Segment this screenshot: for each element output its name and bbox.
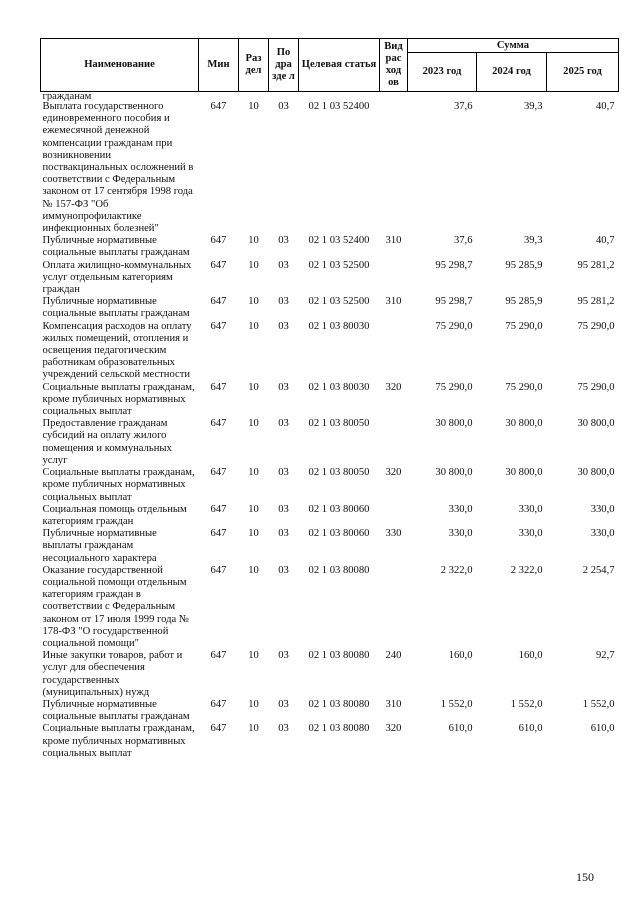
row-podrazdel: 03: [278, 723, 289, 735]
row-vid: [380, 418, 408, 467]
col-header-razdel: Раз дел: [239, 39, 269, 92]
col-header-2024: 2024 год: [477, 53, 547, 92]
row-sum-2024: 75 290,0: [505, 320, 543, 332]
row-name: Компенсация расходов на оплату жилых помещений, отопления и освещения педагогическим работникам образовательных учреждений сельской местности: [42, 320, 192, 381]
table-row: [41, 382, 619, 419]
col-header-vid: Вид рас ход ов: [380, 39, 408, 92]
row-sum-2024: 95 285,9: [505, 259, 543, 271]
row-sum-2024: 330,0: [518, 528, 543, 540]
row-min: 647: [210, 381, 227, 393]
table-row: [41, 260, 619, 297]
row-sum-2024: 610,0: [518, 723, 543, 735]
row-sum-2024: 39,3: [523, 235, 543, 247]
table-row: [41, 650, 619, 699]
table-row: [41, 565, 619, 650]
table-row: [41, 235, 619, 259]
row-sum-2025: 75 290,0: [577, 320, 615, 332]
row-razdel: 10: [248, 503, 259, 515]
row-min: 647: [210, 650, 227, 662]
row-sum-2025: 40,7: [595, 235, 615, 247]
table-row: [41, 528, 619, 565]
row-sum-2023: 37,6: [453, 101, 473, 112]
table-row: [41, 467, 619, 504]
row-name: Социальные выплаты гражданам, кроме публичных нормативных социальных выплат: [42, 723, 195, 759]
row-target: 02 1 03 80060: [308, 503, 370, 515]
row-vid: 330: [385, 528, 402, 540]
row-min: 647: [210, 296, 227, 308]
row-vid: 240: [385, 650, 402, 662]
row-sum-2024: 2 322,0: [510, 564, 543, 576]
row-sum-2025: 95 281,2: [577, 296, 615, 308]
row-podrazdel: 03: [278, 467, 289, 479]
row-min: 647: [210, 259, 227, 271]
row-target: 02 1 03 52400: [308, 235, 370, 247]
row-vid: 310: [385, 296, 402, 308]
row-podrazdel: 03: [278, 564, 289, 576]
row-target: 02 1 03 80030: [308, 320, 370, 332]
row-podrazdel: 03: [278, 650, 289, 662]
row-target: 02 1 03 52500: [308, 259, 370, 271]
col-header-2025: 2025 год: [547, 53, 619, 92]
col-header-sum: Сумма: [408, 39, 619, 53]
row-sum-2024: 95 285,9: [505, 296, 543, 308]
row-razdel: 10: [248, 235, 259, 247]
row-sum-2024: 1 552,0: [510, 698, 543, 710]
row-sum-2024: 30 800,0: [505, 418, 543, 430]
row-min: 647: [210, 320, 227, 332]
row-vid: 320: [385, 381, 402, 393]
page-number: 150: [576, 870, 594, 884]
row-target: 02 1 03 80080: [308, 564, 370, 576]
row-sum-2025: 2 254,7: [582, 564, 615, 576]
row-name: Выплата государственного единовременного пособия и ежемесячной денежной компенсации гражданам при возникновении поствакцинальных осложнений в соответствии с Федеральным законом от 17 сентября 1998 года № 157-ФЗ "Об иммунопрофилактике инфекционных болезней": [42, 101, 194, 235]
row-vid: [380, 260, 408, 297]
col-header-2023: 2023 год: [408, 53, 477, 92]
table-row: [41, 296, 619, 320]
table-row: [41, 101, 619, 235]
row-sum-2023: 75 290,0: [435, 320, 473, 332]
continuation-text: гражданам: [42, 91, 92, 101]
row-podrazdel: 03: [278, 698, 289, 710]
row-sum-2025: 1 552,0: [582, 698, 615, 710]
row-target: 02 1 03 52500: [308, 296, 370, 308]
row-sum-2023: 2 322,0: [440, 564, 473, 576]
row-target: 02 1 03 80080: [308, 650, 370, 662]
row-name: Публичные нормативные социальные выплаты гражданам: [42, 296, 190, 320]
row-sum-2023: 330,0: [448, 528, 473, 540]
row-sum-2025: 330,0: [590, 503, 615, 515]
row-sum-2025: 40,7: [595, 101, 615, 112]
budget-table-page: [40, 38, 618, 760]
row-min: 647: [210, 235, 227, 247]
row-razdel: 10: [248, 467, 259, 479]
row-podrazdel: 03: [278, 320, 289, 332]
row-name: Публичные нормативные выплаты гражданам несоциального характера: [42, 528, 157, 564]
table-row: [41, 723, 619, 760]
row-vid: 320: [385, 723, 402, 735]
row-razdel: 10: [248, 723, 259, 735]
row-razdel: 10: [248, 381, 259, 393]
row-min: 647: [210, 723, 227, 735]
row-podrazdel: 03: [278, 381, 289, 393]
row-sum-2023: 1 552,0: [440, 698, 473, 710]
row-razdel: 10: [248, 650, 259, 662]
row-name: Оказание государственной социальной помощи отдельным категориям граждан в соответствии с Федеральным законом от 17 июля 1999 года № 178-ФЗ "О государственной социальной помощи": [42, 564, 189, 649]
col-header-min: Мин: [199, 39, 239, 92]
row-podrazdel: 03: [278, 528, 289, 540]
row-podrazdel: 03: [278, 101, 289, 112]
row-podrazdel: 03: [278, 235, 289, 247]
row-podrazdel: 03: [278, 296, 289, 308]
row-razdel: 10: [248, 296, 259, 308]
row-razdel: 10: [248, 564, 259, 576]
row-vid: 310: [385, 698, 402, 710]
col-header-name: Наименование: [41, 39, 199, 92]
budget-table: [40, 38, 619, 760]
row-sum-2024: 30 800,0: [505, 467, 543, 479]
row-sum-2025: 95 281,2: [577, 259, 615, 271]
row-sum-2023: 95 298,7: [435, 259, 473, 271]
row-name: Социальные выплаты гражданам, кроме публичных нормативных социальных выплат: [42, 467, 195, 503]
row-razdel: 10: [248, 101, 259, 112]
row-vid: [380, 565, 408, 650]
row-razdel: 10: [248, 259, 259, 271]
table-row: [41, 321, 619, 382]
row-name: Оплата жилищно-коммунальных услуг отдельным категориям граждан: [42, 259, 192, 296]
col-header-podrazdel: По дра зде л: [269, 39, 299, 92]
row-sum-2025: 92,7: [595, 650, 615, 662]
row-sum-2023: 330,0: [448, 503, 473, 515]
row-name: Публичные нормативные социальные выплаты гражданам: [42, 698, 190, 723]
row-razdel: 10: [248, 320, 259, 332]
row-razdel: 10: [248, 418, 259, 430]
row-sum-2025: 75 290,0: [577, 381, 615, 393]
row-target: 02 1 03 80030: [308, 381, 370, 393]
row-min: 647: [210, 467, 227, 479]
row-name: Иные закупки товаров, работ и услуг для обеспечения государственных (муниципальных) нужд: [42, 650, 183, 698]
row-target: 02 1 03 80080: [308, 698, 370, 710]
row-sum-2023: 30 800,0: [435, 418, 473, 430]
row-min: 647: [210, 418, 227, 430]
row-podrazdel: 03: [278, 503, 289, 515]
row-sum-2025: 610,0: [590, 723, 615, 735]
row-min: 647: [210, 503, 227, 515]
col-header-target: Целевая статья: [299, 39, 380, 92]
row-name: Публичные нормативные социальные выплаты гражданам: [42, 235, 190, 259]
row-vid: 320: [385, 467, 402, 479]
row-min: 647: [210, 564, 227, 576]
row-sum-2023: 95 298,7: [435, 296, 473, 308]
row-vid: [380, 101, 408, 235]
row-min: 647: [210, 101, 227, 112]
row-sum-2023: 30 800,0: [435, 467, 473, 479]
row-name: Социальные выплаты гражданам, кроме публичных нормативных социальных выплат: [42, 381, 195, 418]
row-sum-2023: 75 290,0: [435, 381, 473, 393]
row-target: 02 1 03 80060: [308, 528, 370, 540]
row-min: 647: [210, 698, 227, 710]
row-vid: [380, 321, 408, 382]
row-vid: [380, 504, 408, 528]
row-name: Предоставление гражданам субсидий на оплату жилого помещения и коммунальных услуг: [42, 418, 172, 466]
row-sum-2023: 160,0: [448, 650, 473, 662]
row-podrazdel: 03: [278, 259, 289, 271]
row-sum-2025: 30 800,0: [577, 467, 615, 479]
row-vid: 310: [385, 235, 402, 247]
row-target: 02 1 03 80050: [308, 418, 370, 430]
row-razdel: 10: [248, 528, 259, 540]
row-sum-2024: 330,0: [518, 503, 543, 515]
row-podrazdel: 03: [278, 418, 289, 430]
row-sum-2024: 160,0: [518, 650, 543, 662]
row-target: 02 1 03 80050: [308, 467, 370, 479]
row-name: Социальная помощь отдельным категориям граждан: [42, 503, 187, 527]
row-sum-2024: 75 290,0: [505, 381, 543, 393]
row-sum-2023: 37,6: [453, 235, 473, 247]
row-sum-2023: 610,0: [448, 723, 473, 735]
table-row: [41, 699, 619, 723]
row-sum-2025: 30 800,0: [577, 418, 615, 430]
table-row: [41, 504, 619, 528]
row-sum-2024: 39,3: [523, 101, 543, 112]
table-row: [41, 418, 619, 467]
row-min: 647: [210, 528, 227, 540]
row-sum-2025: 330,0: [590, 528, 615, 540]
row-razdel: 10: [248, 698, 259, 710]
row-target: 02 1 03 52400: [308, 101, 370, 112]
row-target: 02 1 03 80080: [308, 723, 370, 735]
